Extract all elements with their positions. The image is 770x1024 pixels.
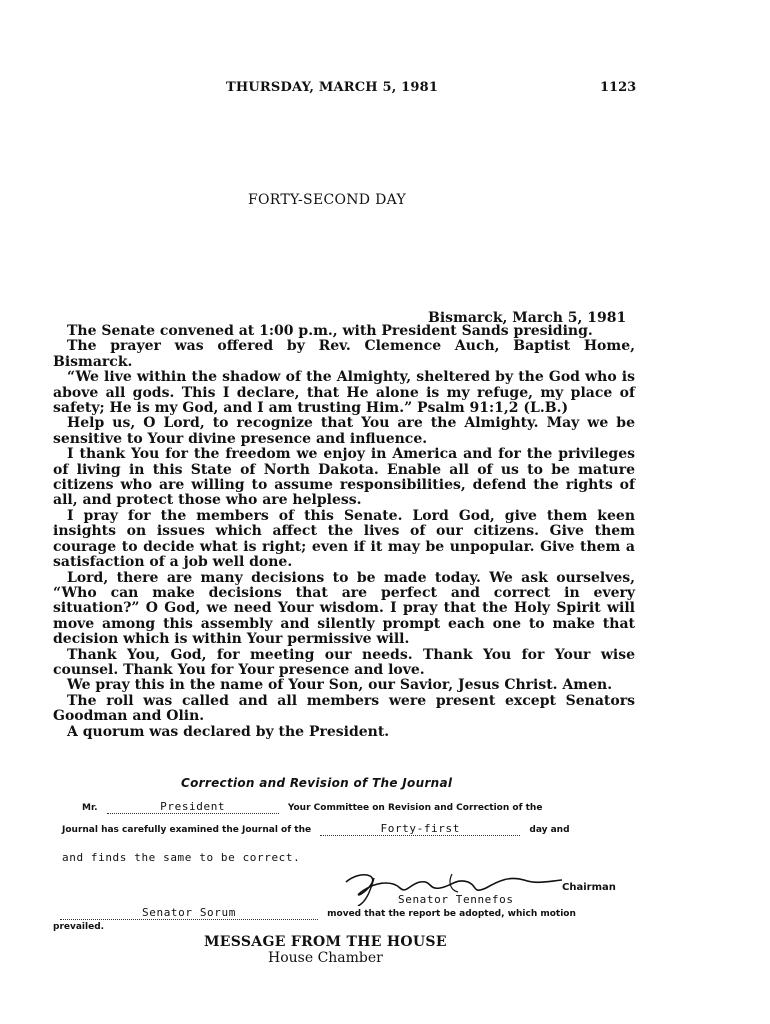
paragraph: I pray for the members of this Senate. Lord God, give them keen insights on issues which affect the lives of our citizens. Give them courage to decide what is right; even if it may be unpopular. Give them a satisfaction of a job well done. (53, 507, 635, 571)
journal-body (53, 324, 635, 740)
president-field: President (107, 800, 279, 814)
form-line-motion (60, 906, 576, 920)
chairman-name: Senator Tennefos (398, 893, 514, 906)
form-heading: Correction and Revision of The Journal (181, 776, 453, 790)
moved-text: moved that the report be adopted, which motion (327, 909, 576, 919)
paragraph: Help us, O Lord, to recognize that You are the Almighty. May we be sensitive to Your divine presence and influence. (53, 415, 635, 447)
paragraph: “We live within the shadow of the Almighty, sheltered by the God who is above all gods. This I declare, that He alone is my refuge, my place of safety; He is my God, and I am trusting Him.” Psalm 91:1,2 (L.B.) (53, 369, 635, 417)
message-title: MESSAGE FROM THE HOUSE (204, 934, 447, 950)
journal-text: Journal has carefully examined the Journal of the (62, 825, 312, 835)
place-date: Bismarck, March 5, 1981 (428, 310, 627, 326)
prevailed-text: prevailed. (53, 922, 105, 932)
paragraph: I thank You for the freedom we enjoy in America and for the privileges of living in this State of North Dakota. Enable all of us to be mature citizens who are willing to assume responsibilities, defend the rights of all, and protect those who are helpless. (53, 446, 635, 509)
mover-field: Senator Sorum (60, 906, 318, 920)
paragraph: The Senate convened at 1:00 p.m., with President Sands presiding. (67, 323, 593, 339)
chairman-label: Chairman (562, 882, 616, 893)
day-field: Forty-first (320, 822, 520, 836)
day-label: day and (529, 825, 570, 835)
running-head: THURSDAY, MARCH 5, 1981 (226, 80, 439, 95)
form-line-1 (82, 800, 542, 814)
committee-text: Your Committee on Revision and Correction of the (287, 803, 543, 813)
page-number: 1123 (600, 80, 637, 95)
mr-label: Mr. (82, 803, 98, 813)
message-subtitle: House Chamber (268, 950, 383, 966)
finds-text: and finds the same to be correct. (62, 851, 301, 864)
paragraph: We pray this in the name of Your Son, our Savior, Jesus Christ. Amen. (67, 677, 613, 694)
paragraph: Thank You, God, for meeting our needs. Thank You for Your wise counsel. Thank You for Your presence and love. (53, 646, 635, 678)
paragraph: The roll was called and all members were present except Senators Goodman and Olin. (53, 692, 635, 725)
paragraph: Lord, there are many decisions to be made today. We ask ourselves, “Who can make decisions that are perfect and correct in every situation?” O God, we need Your wisdom. I pray that the Holy Spirit will move among this assembly and silently prompt each one to make that decision which is within Your permissive will. (53, 569, 635, 648)
form-line-2 (62, 822, 570, 836)
paragraph: A quorum was declared by the President. (67, 723, 390, 740)
paragraph: The prayer was offered by Rev. Clemence Auch, Baptist Home, Bismarck. (53, 338, 635, 370)
day-title: FORTY-SECOND DAY (248, 192, 406, 208)
